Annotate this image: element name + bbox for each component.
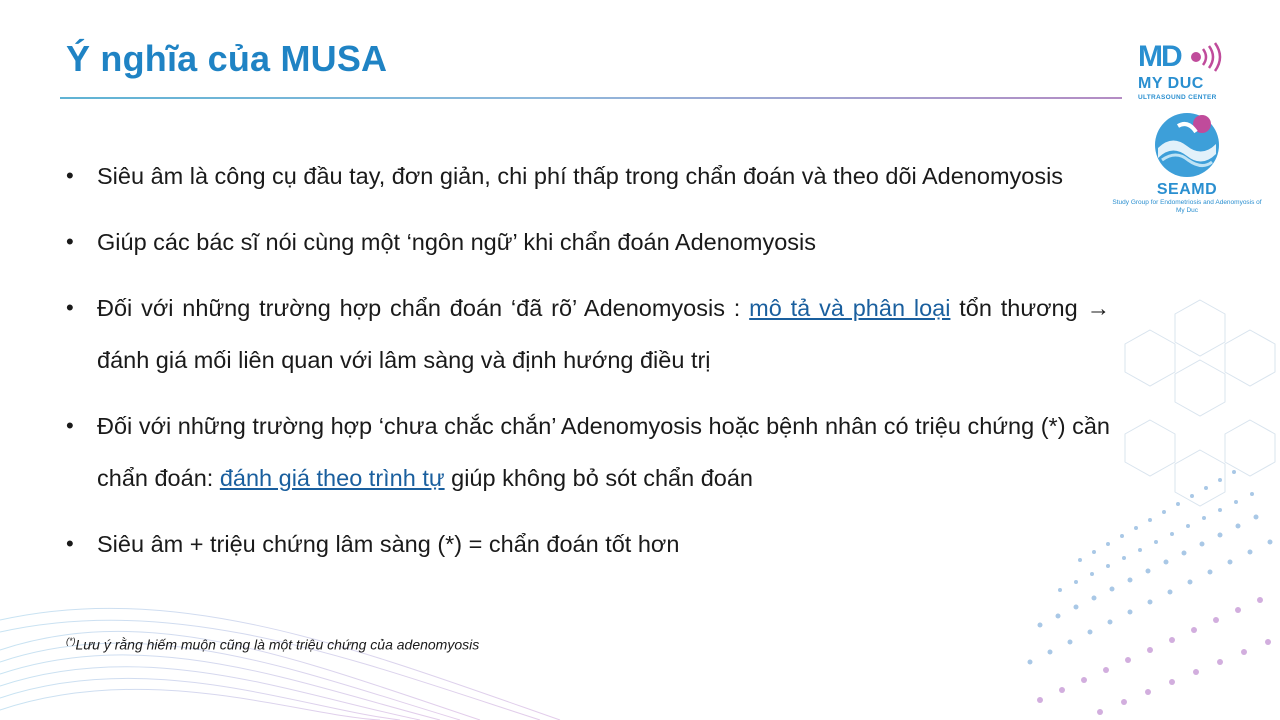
seamd-name: SEAMD xyxy=(1156,181,1218,198)
sequential-assessment-link[interactable]: đánh giá theo trình tự xyxy=(219,465,445,491)
arrow-icon: → xyxy=(1086,295,1110,321)
title-divider xyxy=(60,97,1122,99)
md-mark xyxy=(1138,40,1181,74)
bullet-text: tổn thương xyxy=(950,295,1087,321)
page-title: Ý nghĩa của MUSA xyxy=(66,38,388,79)
my-duc-logo xyxy=(1130,40,1230,104)
md-mark-text: MD xyxy=(1138,40,1181,73)
bullet-item xyxy=(66,518,1110,570)
bullet-item xyxy=(66,400,1110,504)
bullet-text: Giúp các bác sĩ nói cùng một ‘ngôn ngữ’ khi chẩn đoán Adenomyosis xyxy=(97,229,816,255)
footnote-mark: (*) xyxy=(66,636,76,646)
bullet-item xyxy=(66,150,1110,202)
ultrasound-waves-icon xyxy=(1188,42,1224,72)
seamd-emblem-icon xyxy=(1152,110,1222,180)
my-duc-name: MY DUC xyxy=(1138,75,1204,92)
footnote xyxy=(66,636,479,653)
bullet-text: Đối với những trường hợp chẩn đoán ‘đã rõ’ Adenomyosis : xyxy=(97,295,750,321)
my-duc-subtitle: ULTRASOUND CENTER xyxy=(1138,94,1217,101)
bullet-text: Siêu âm + triệu chứng lâm sàng (*) = chẩn đoán tốt hơn xyxy=(97,531,680,557)
bullet-text: giúp không bỏ sót chẩn đoán xyxy=(444,465,753,491)
seamd-subtitle: Study Group for Endometriosis and Adenomyosis of My Duc xyxy=(1112,199,1262,214)
bullet-item xyxy=(66,282,1110,386)
bullet-text: đánh giá mối liên quan với lâm sàng và định hướng điều trị xyxy=(97,347,711,373)
bullet-text: Đối với những trường hợp ‘chưa chắc chắn’ Adenomyosis hoặc bệnh nhân có triệu chứng (*) cần chẩn đoán: xyxy=(97,413,1110,491)
describe-classify-link[interactable]: mô tả và phân loại xyxy=(749,295,951,321)
bullet-list xyxy=(66,150,1110,584)
bullet-item xyxy=(66,216,1110,268)
seamd-logo xyxy=(1112,110,1262,220)
bullet-text: Siêu âm là công cụ đầu tay, đơn giản, chi phí thấp trong chẩn đoán và theo dõi Adenomyosis xyxy=(97,163,1064,189)
footnote-text: Lưu ý rằng hiếm muộn cũng là một triệu chứng của adenomyosis xyxy=(75,636,480,653)
